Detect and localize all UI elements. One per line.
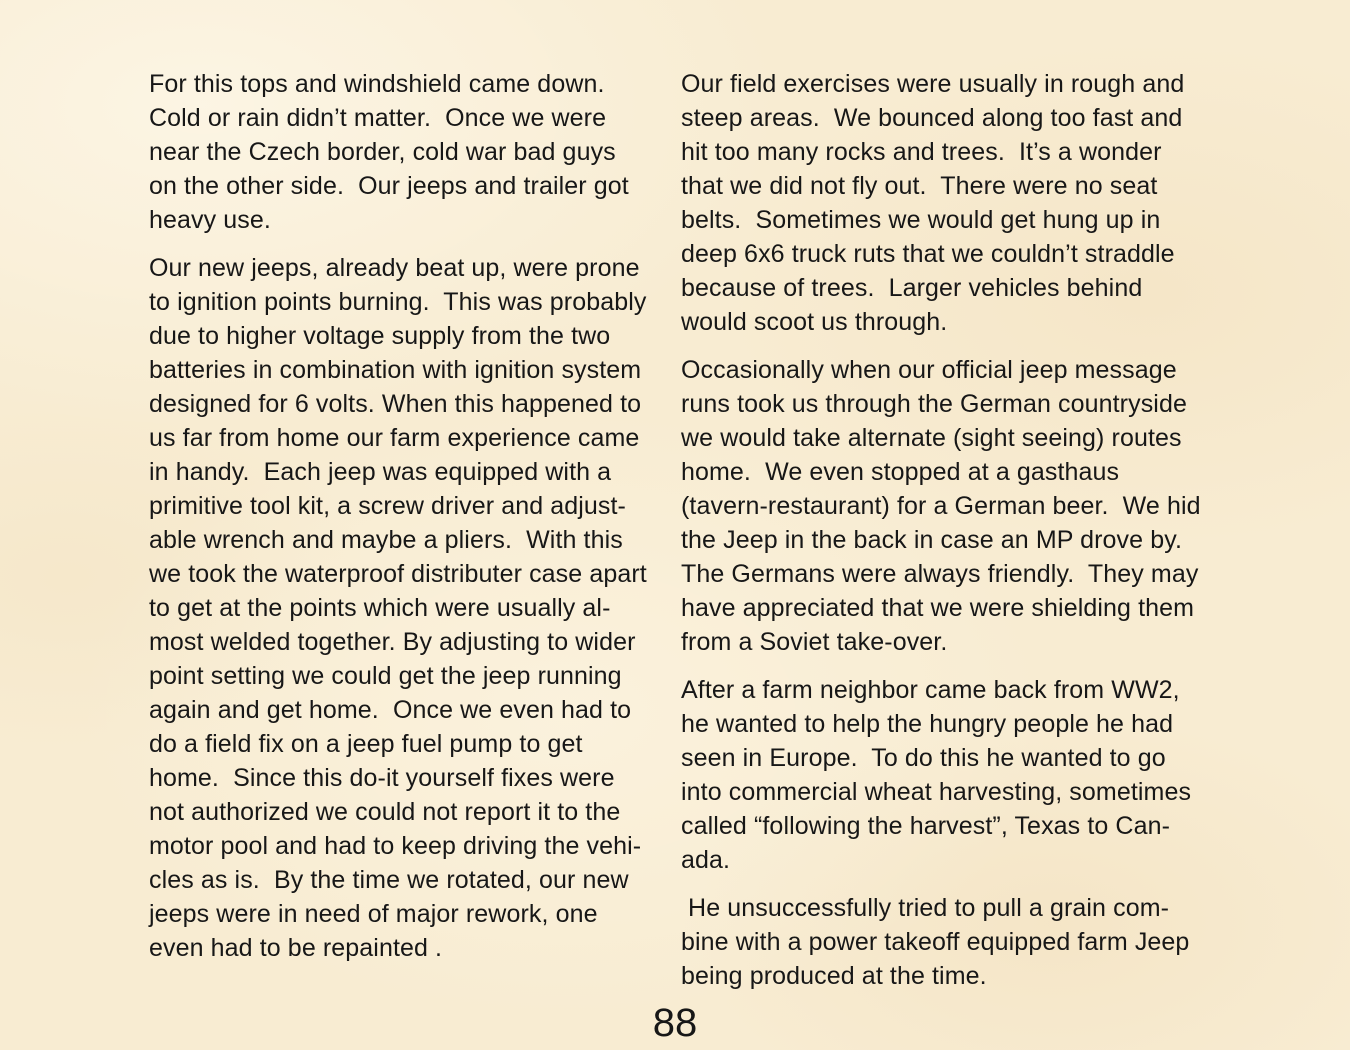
text-line: The Germans were always friendly. They may xyxy=(681,560,1199,588)
text-line: home. We even stopped at a gasthaus xyxy=(681,458,1120,486)
text-line: batteries in combination with ignition system xyxy=(149,356,642,384)
text-line: again and get home. Once we even had to xyxy=(149,696,632,724)
text-line: ada. xyxy=(681,846,731,874)
text-line: because of trees. Larger vehicles behind xyxy=(681,274,1143,302)
text-line: into commercial wheat harvesting, sometimes xyxy=(681,778,1192,806)
text-line: bine with a power takeoff equipped farm Jeep xyxy=(681,928,1190,956)
text-line: point setting we could get the jeep running xyxy=(149,662,622,690)
paragraph xyxy=(681,67,1209,339)
right-column xyxy=(681,67,1209,993)
text-line: to get at the points which were usually al- xyxy=(149,594,611,622)
text-line: deep 6x6 truck ruts that we couldn’t straddle xyxy=(681,240,1175,268)
left-column xyxy=(149,67,651,965)
paragraph xyxy=(149,251,651,965)
text-line: would scoot us through. xyxy=(681,308,948,336)
text-line: we would take alternate (sight seeing) routes xyxy=(681,424,1182,452)
text-line: designed for 6 volts. When this happened to xyxy=(149,390,642,418)
text-line: due to higher voltage supply from the two xyxy=(149,322,611,350)
paragraph xyxy=(149,67,651,237)
text-line: Occasionally when our official jeep message xyxy=(681,356,1177,384)
text-line: hit too many rocks and trees. It’s a wonder xyxy=(681,138,1162,166)
text-line: that we did not fly out. There were no seat xyxy=(681,172,1158,200)
text-line: have appreciated that we were shielding them xyxy=(681,594,1195,622)
paragraph xyxy=(681,673,1209,877)
paragraph xyxy=(681,353,1209,659)
text-line: Cold or rain didn’t matter. Once we were xyxy=(149,104,607,132)
text-line: primitive tool kit, a screw driver and adjust- xyxy=(149,492,626,520)
text-line: even had to be repainted . xyxy=(149,934,443,962)
text-line: the Jeep in the back in case an MP drove by. xyxy=(681,526,1182,554)
text-line: do a field fix on a jeep fuel pump to get xyxy=(149,730,583,758)
text-line: seen in Europe. To do this he wanted to go xyxy=(681,744,1166,772)
text-line: on the other side. Our jeeps and trailer got xyxy=(149,172,629,200)
paragraph xyxy=(681,891,1209,993)
text-line: home. Since this do-it yourself fixes were xyxy=(149,764,615,792)
text-line: heavy use. xyxy=(149,206,271,234)
text-line: runs took us through the German countryside xyxy=(681,390,1187,418)
text-line: jeeps were in need of major rework, one xyxy=(149,900,598,928)
text-line: near the Czech border, cold war bad guys xyxy=(149,138,616,166)
text-line: For this tops and windshield came down. xyxy=(149,70,605,98)
text-line: cles as is. By the time we rotated, our new xyxy=(149,866,629,894)
text-line: able wrench and maybe a pliers. With this xyxy=(149,526,623,554)
text-line: we took the waterproof distributer case apart xyxy=(149,560,647,588)
text-line: not authorized we could not report it to the xyxy=(149,798,621,826)
page-number: 88 xyxy=(652,1001,698,1045)
text-line: After a farm neighbor came back from WW2, xyxy=(681,676,1180,704)
text-line: from a Soviet take-over. xyxy=(681,628,948,656)
text-line: most welded together. By adjusting to wider xyxy=(149,628,636,656)
text-line: in handy. Each jeep was equipped with a xyxy=(149,458,612,486)
text-line: Our new jeeps, already beat up, were prone xyxy=(149,254,640,282)
text-line: to ignition points burning. This was probably xyxy=(149,288,647,316)
text-line: being produced at the time. xyxy=(681,962,987,990)
text-line: He unsuccessfully tried to pull a grain com- xyxy=(681,894,1170,922)
text-line: us far from home our farm experience came xyxy=(149,424,640,452)
text-line: steep areas. We bounced along too fast and xyxy=(681,104,1183,132)
text-line: Our field exercises were usually in rough and xyxy=(681,70,1185,98)
text-line: called “following the harvest”, Texas to Can- xyxy=(681,812,1170,840)
text-line: (tavern-restaurant) for a German beer. We hid xyxy=(681,492,1201,520)
text-line: motor pool and had to keep driving the vehi- xyxy=(149,832,642,860)
text-line: belts. Sometimes we would get hung up in xyxy=(681,206,1161,234)
text-line: he wanted to help the hungry people he had xyxy=(681,710,1174,738)
